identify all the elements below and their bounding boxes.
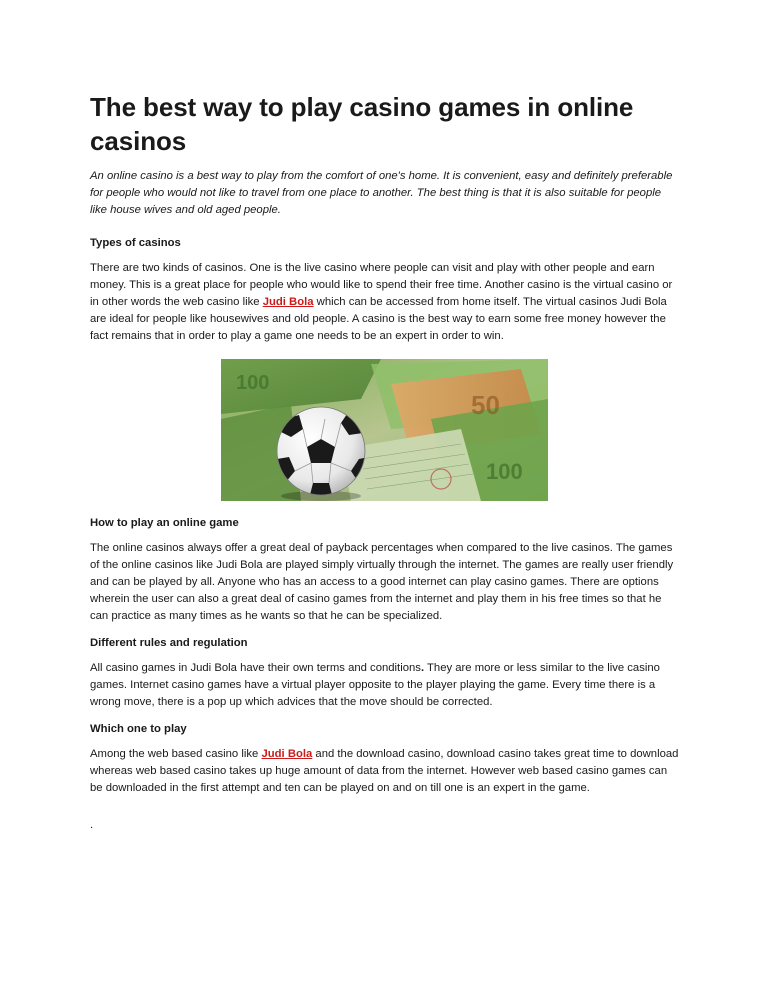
section-paragraph-how-to-play: The online casinos always offer a great deal of payback percentages when compared to the live casinos. The games of the online casinos like Judi Bola are played simply virtually through the internet. The games are really user friendly and can be played by all. Anyone who has an access to a good internet can play casino games. There are options wherein the user can also a great deal of casino games from the internet and play them in his free times so that he can practice as many times as he wants so that he can be specialized. <box>90 542 674 622</box>
section-heading-how-to-play: How to play an online game <box>90 517 239 529</box>
bold-period: . <box>420 662 425 674</box>
judi-bola-link[interactable]: Judi Bola <box>262 296 314 308</box>
section-paragraph-types <box>90 260 680 345</box>
section-paragraph-rules <box>90 660 680 711</box>
svg-text:100: 100 <box>236 372 270 394</box>
svg-text:100: 100 <box>486 459 523 484</box>
intro-paragraph: An online casino is a best way to play from the comfort of one's home. It is convenient, easy and definitely preferable for people who would not like to travel from one place to another. The best thing is that it is also suitable for people like house wives and old aged people. <box>90 170 673 216</box>
paragraph-text: There are two kinds of casinos. One is the live casino where people can visit and play with other people and earn money. This is a great place for people who would like to spend their free time. Another casino is the virtual casino or in other words the web casino like <box>90 262 673 308</box>
trailing-period: . <box>90 819 94 831</box>
paragraph-text: which can be accessed from home itself. The virtual casinos Judi Bola are ideal for people like housewives and old people. A casino is the best way to earn some free money however the fact remains that in order to play a game one needs to be an expert in order to win. <box>90 296 667 342</box>
section-paragraph-which-one <box>90 746 680 797</box>
section-heading-rules: Different rules and regulation <box>90 637 248 649</box>
paragraph-text: All casino games in Judi Bola have their own terms and conditions <box>90 662 421 674</box>
judi-bola-link[interactable]: Judi Bola <box>261 748 313 760</box>
paragraph-text: Among the web based casino like <box>90 748 262 760</box>
paragraph-text: and the download casino, download casino takes great time to download whereas web based casino takes up huge amount of data from the internet. However web based casino games can be downloaded in the first attempt and ten can be played on and on till one is an expert in the game. <box>90 748 679 794</box>
section-heading-types: Types of casinos <box>90 237 181 249</box>
section-heading-which-one: Which one to play <box>90 723 187 735</box>
soccer-money-image <box>221 359 548 501</box>
page-title: The best way to play casino games in online casinos <box>90 92 634 156</box>
paragraph-text: They are more or less similar to the live casino games. Internet casino games have a virtual player opposite to the player playing the game. Every time there is a wrong move, there is a pop up which advices that the move should be corrected. <box>90 662 660 708</box>
svg-text:50: 50 <box>471 390 500 420</box>
document-page <box>90 90 680 834</box>
